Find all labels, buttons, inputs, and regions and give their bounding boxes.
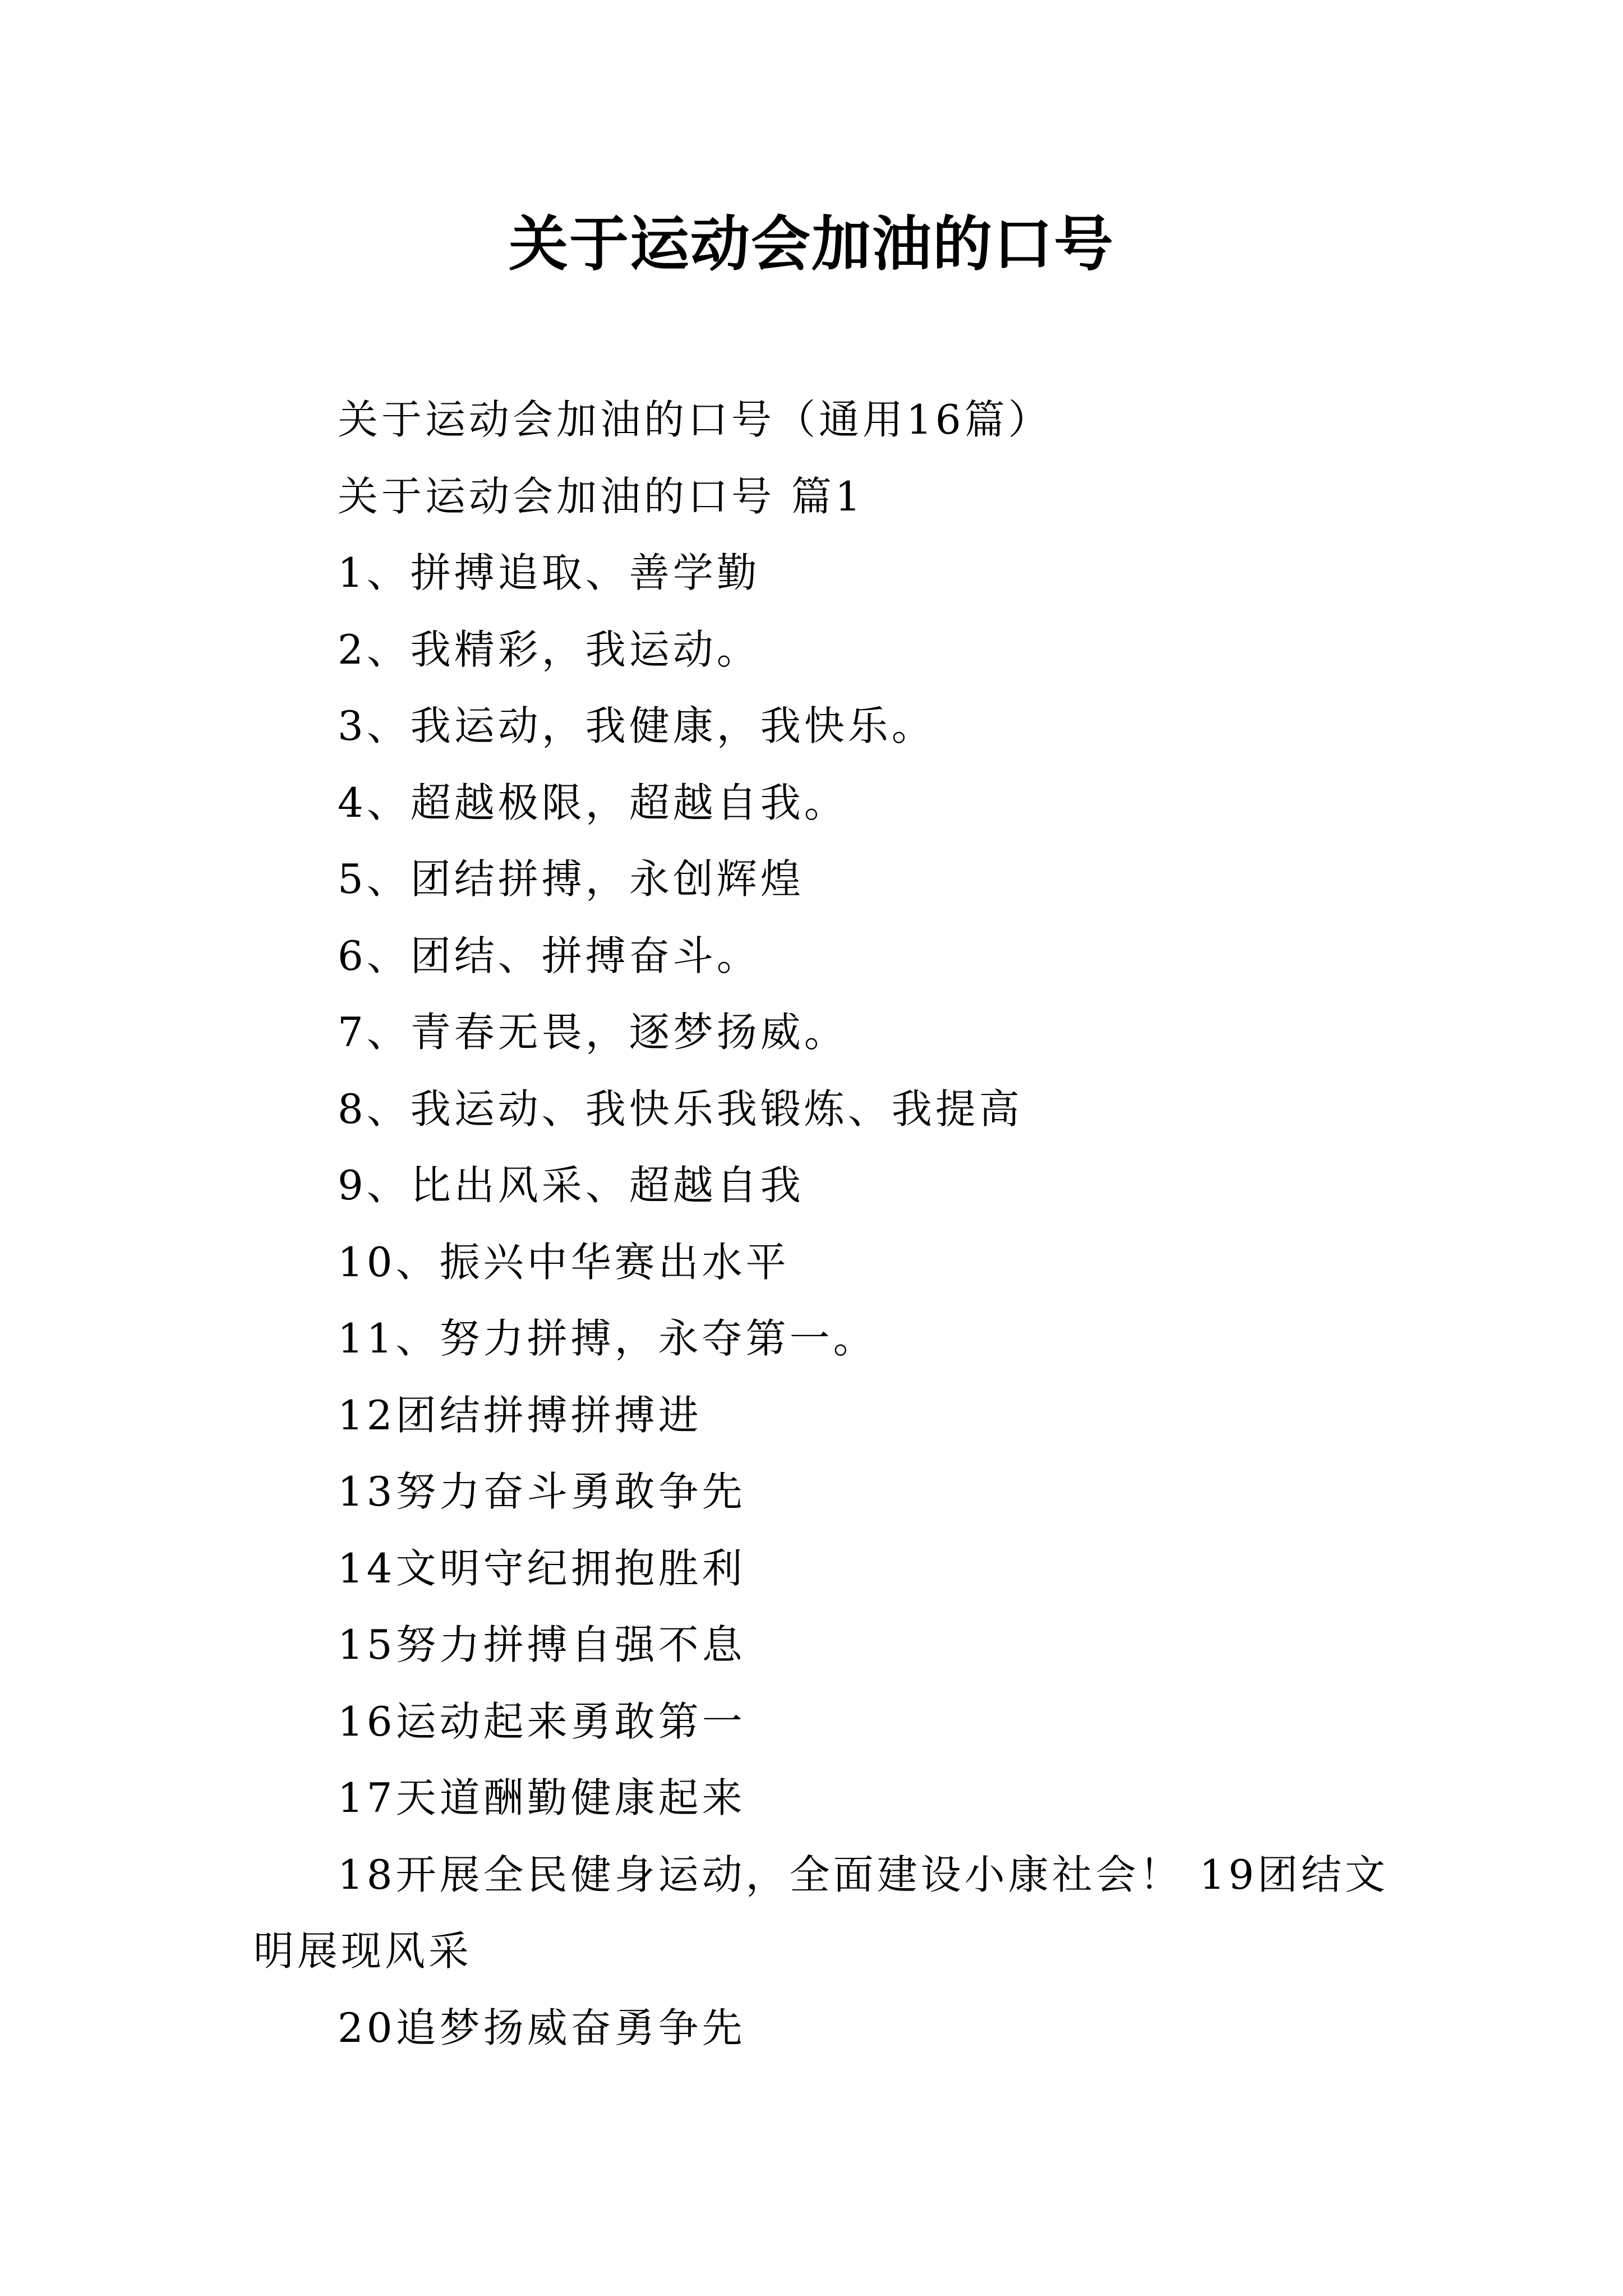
slogan-line: 17天道酬勤健康起来 bbox=[338, 1774, 746, 1821]
slogan-line: 1、拼搏追取、善学勤 bbox=[338, 549, 760, 596]
slogan-line: 15努力拼搏自强不息 bbox=[338, 1621, 746, 1668]
slogan-line: 3、我运动，我健康，我快乐。 bbox=[338, 702, 935, 749]
slogan-line: 9、比出风采、超越自我 bbox=[338, 1162, 804, 1209]
slogan-line: 13努力奋斗勇敢争先 bbox=[338, 1468, 746, 1515]
slogan-line: 6、团结、拼搏奋斗。 bbox=[338, 932, 760, 979]
slogan-line: 7、青春无畏，逐梦扬威。 bbox=[338, 1009, 848, 1056]
document-body bbox=[253, 381, 1392, 2066]
document-title: 关于运动会加油的口号 bbox=[509, 209, 1114, 279]
slogan-line: 10、振兴中华赛出水平 bbox=[338, 1238, 790, 1286]
slogan-line: 14文明守纪拥抱胜利 bbox=[338, 1544, 746, 1592]
slogan-line: 5、团结拼搏，永创辉煌 bbox=[338, 855, 804, 903]
slogan-line: 11、努力拼搏，永夺第一。 bbox=[338, 1315, 877, 1362]
section-heading: 关于运动会加油的口号 篇1 bbox=[338, 472, 864, 520]
slogan-line: 18开展全民健身运动，全面建设小康社会！ 19团结文明展现风采 bbox=[253, 1851, 1389, 1975]
slogan-line: 2、我精彩，我运动。 bbox=[338, 625, 760, 673]
slogan-line: 16运动起来勇敢第一 bbox=[338, 1697, 746, 1745]
subtitle-line: 关于运动会加油的口号（通用16篇） bbox=[338, 396, 1052, 443]
slogan-line: 8、我运动、我快乐我锻炼、我提高 bbox=[338, 1085, 1023, 1133]
slogan-line: 4、超越极限，超越自我。 bbox=[338, 779, 848, 826]
slogan-line: 20追梦扬威奋勇争先 bbox=[338, 2004, 746, 2051]
slogan-line: 12团结拼搏拼搏进 bbox=[338, 1391, 702, 1439]
